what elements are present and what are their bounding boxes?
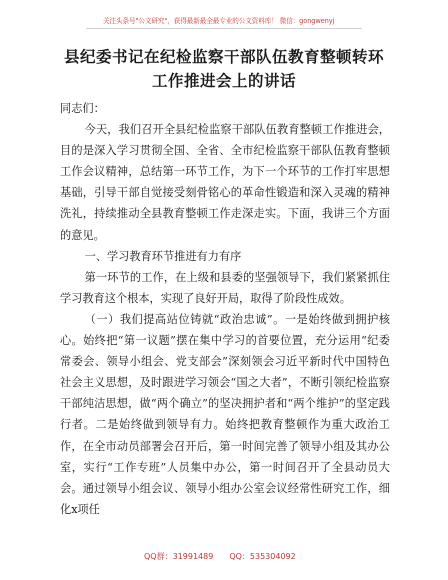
section-heading: 一、学习教育环节推进有力有序 — [84, 249, 242, 263]
body-paragraph: 今天，我们召开全县纪检监察干部队伍教育整顿工作推进会，目的是深入学习贯彻全国、全省、全市纪检监察干部队伍教育整顿工作会议精神，总结第一环节工作，为下一个环节的工作打牢思想基础，引导干部自觉接受刻骨铭心的革命性锻造和深入灵魂的精神洗礼，持续推动全县教育整顿工作走深走实。下面，我讲三个方面的意见。 — [60, 123, 390, 242]
body-paragraph: 第一环节的工作，在上级和县委的坚强领导下，我们紧紧抓住学习教育这个根本，实现了良好开局，取得了阶段性成效。 — [60, 270, 390, 305]
footer-qq: QQ：535304092 — [229, 552, 296, 561]
salutation: 同志们： — [60, 102, 105, 115]
document-body — [60, 98, 390, 520]
document-title-line-2: 工作推进会上的讲话 — [151, 71, 296, 90]
document-title-line-1: 县纪委书记在纪检监察干部队伍教育整顿转环 — [63, 47, 384, 66]
header-banner: 关注头条号"公文研究"，获得最新最全最专业的公文资料库！ 微信：gongwenyj — [103, 17, 335, 25]
page-footer — [144, 551, 344, 562]
footer-qq-group: QQ群：31991489 — [144, 552, 214, 561]
header-divider — [86, 28, 362, 29]
body-paragraph: （一）我们提高站位铸就“政治忠诚”。一是始终做到拥护核心。始终把“第一议题”摆在集中学习的首要位置，充分运用“纪委常委会、领导小组会、党支部会”深刻领会习近平新时代中国特色社会主义思想，及时跟进学习领会“国之大者”，不断引领纪检监察干部纯洁思想，做“两个确立”的坚决拥护者和“两个维护”的坚定践行者。二是始终做到领导有力。始终把教育整顿作为重大政治工作，在全市动员部署会召开后，第一时间完善了领导小组及其办公室，实行“工作专班”人员集中办公，第一时间召开了全县动员大会。通过领导小组会议、领导小组办公室会议经常性研究工作，细化x项任 — [60, 312, 390, 516]
